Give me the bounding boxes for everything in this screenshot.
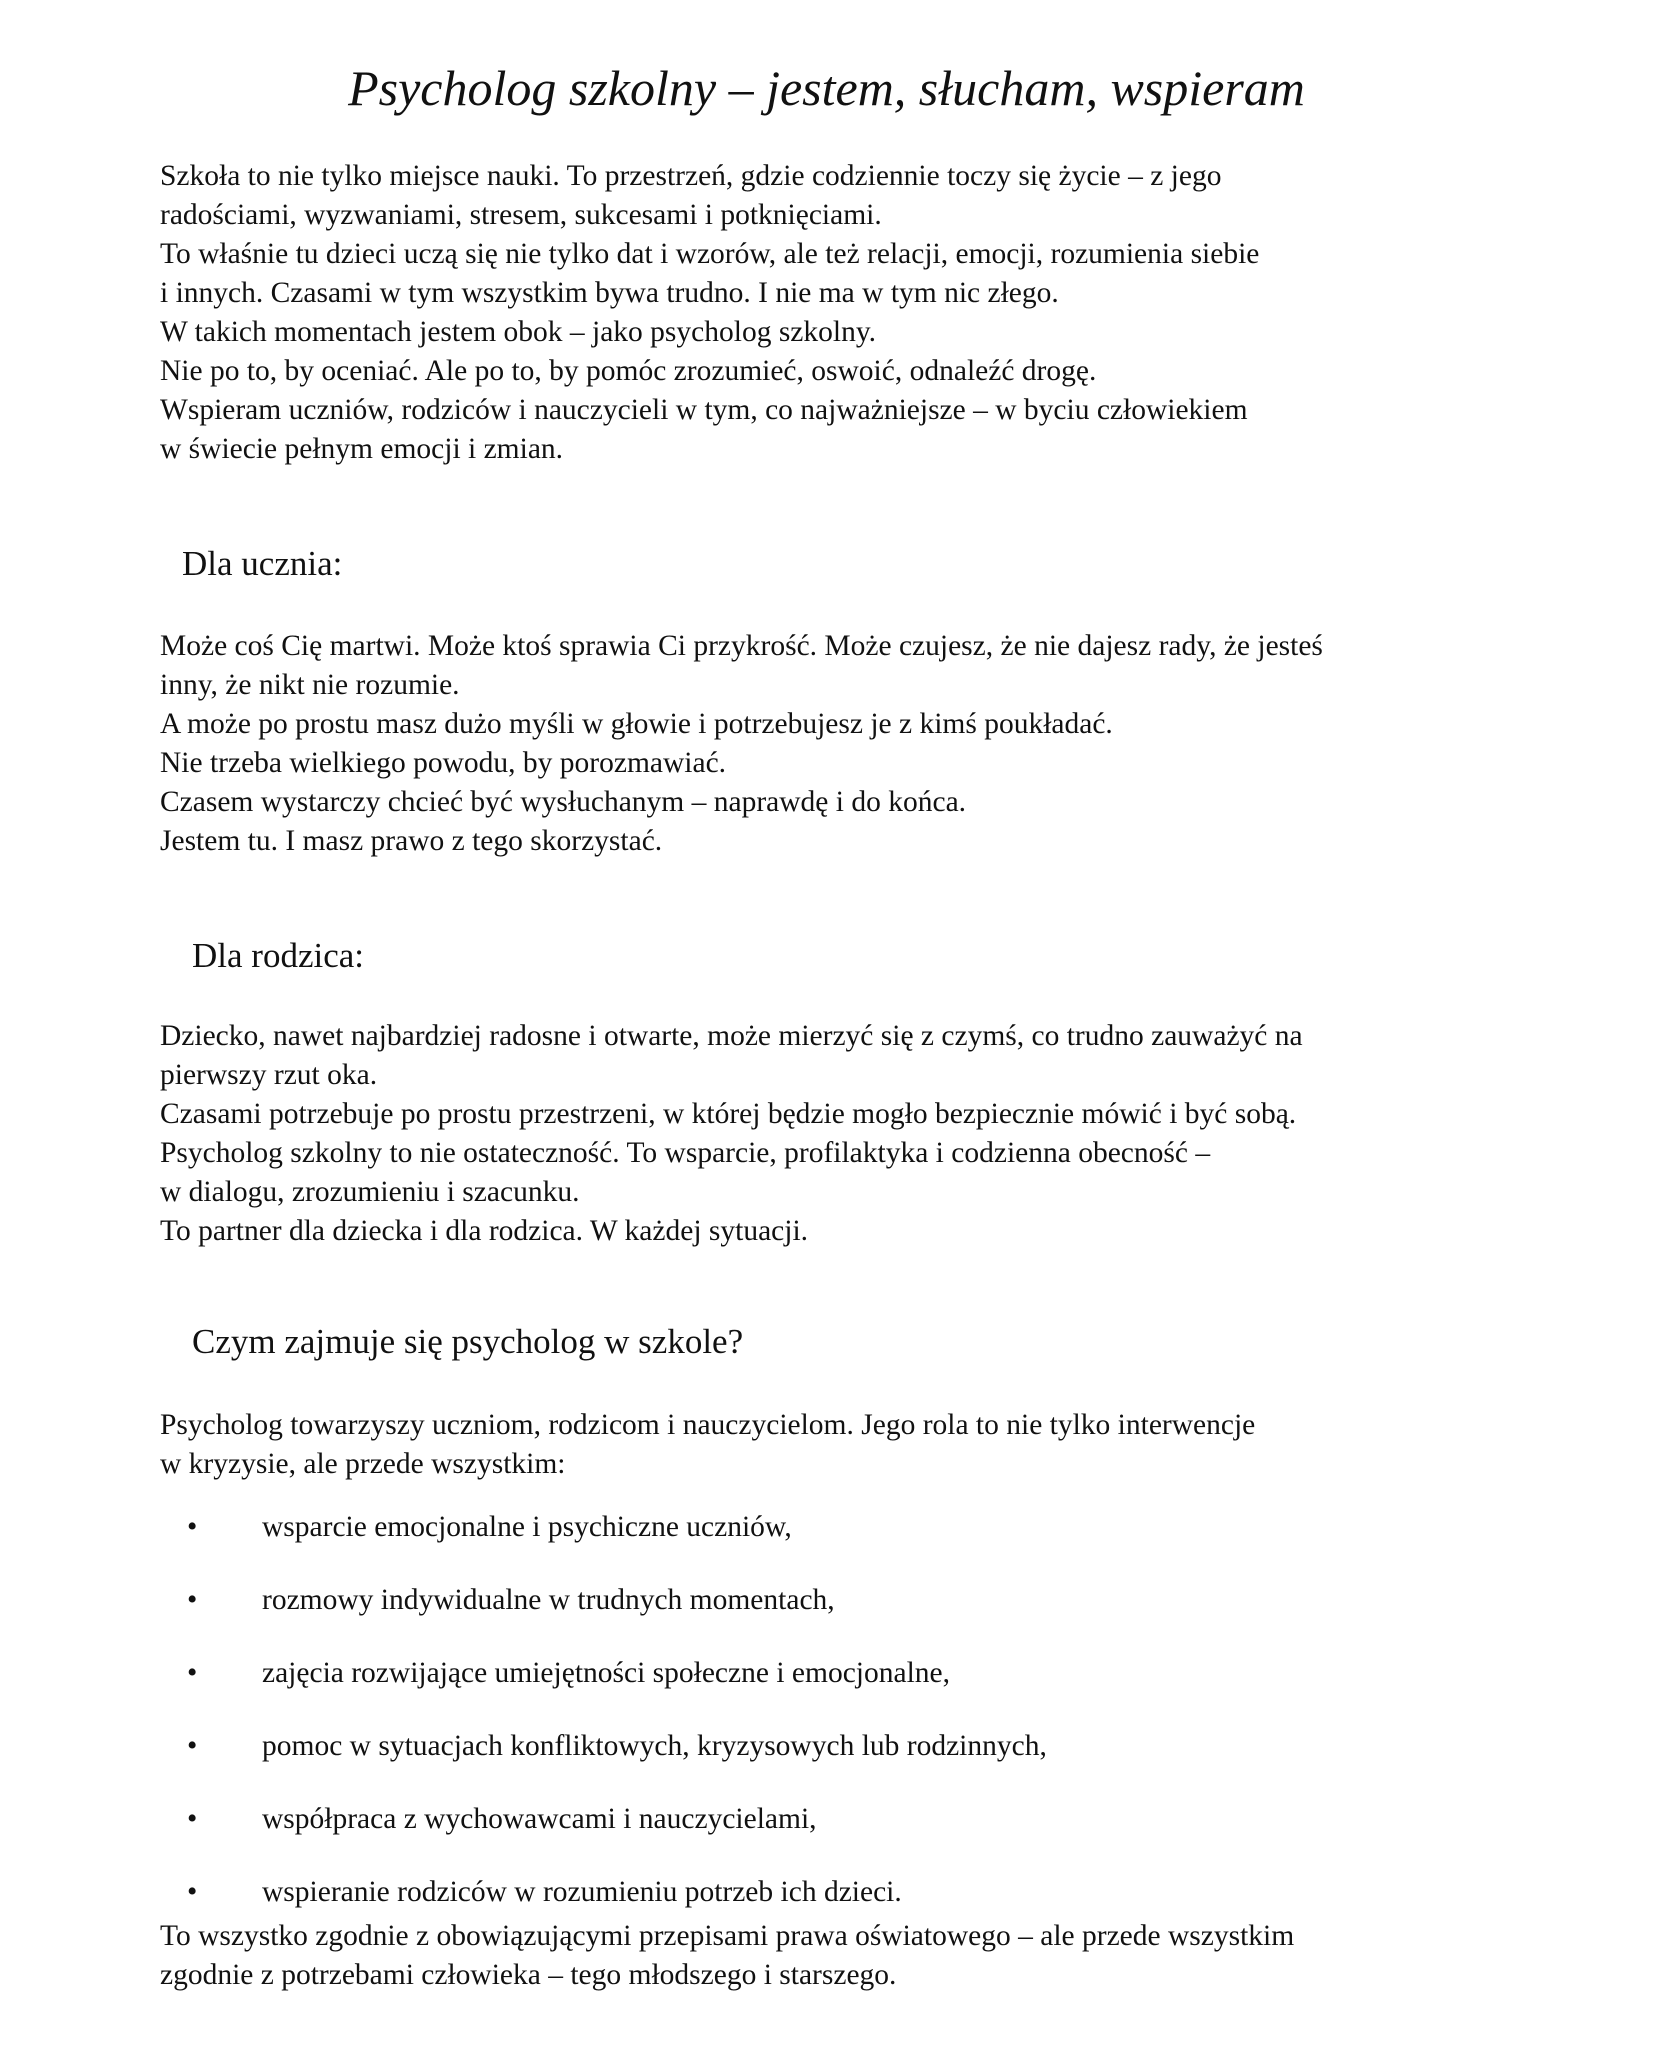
list-item	[160, 1508, 1460, 1581]
parent-heading: Dla rodzica:	[192, 936, 364, 975]
bullet-icon: •	[187, 1511, 198, 1543]
closing-paragraph	[160, 1917, 1520, 1995]
student-line: Nie trzeba wielkiego powodu, by porozmawiać.	[160, 747, 727, 779]
list-item	[160, 1800, 1460, 1873]
parent-line: Czasami potrzebuje po prostu przestrzeni, w której będzie mogło bezpiecznie mówić i być sobą.	[160, 1098, 1297, 1130]
list-item	[160, 1654, 1460, 1727]
student-line: Jestem tu. I masz prawo z tego skorzystać.	[160, 825, 663, 857]
student-paragraph	[160, 627, 1520, 861]
parent-line: Dziecko, nawet najbardziej radosne i otwarte, może mierzyć się z czymś, co trudno zauważyć na	[160, 1020, 1303, 1052]
parent-paragraph	[160, 1017, 1520, 1251]
parent-line: pierwszy rzut oka.	[160, 1059, 378, 1091]
role-intro-line: w kryzysie, ale przede wszystkim:	[160, 1448, 566, 1480]
list-item-text: wsparcie emocjonalne i psychiczne uczniów,	[262, 1511, 792, 1543]
bullet-icon: •	[187, 1803, 198, 1835]
list-item	[160, 1727, 1460, 1800]
page-title: Psycholog szkolny – jestem, słucham, wspieram	[348, 60, 1305, 116]
list-item-text: wspieranie rodziców w rozumieniu potrzeb ich dzieci.	[262, 1876, 902, 1908]
role-bullet-list	[160, 1508, 1460, 1946]
role-heading: Czym zajmuje się psycholog w szkole?	[192, 1322, 744, 1361]
list-item-text: współpraca z wychowawcami i nauczycielami,	[262, 1803, 817, 1835]
intro-line: w świecie pełnym emocji i zmian.	[160, 433, 564, 465]
intro-line: radościami, wyzwaniami, stresem, sukcesami i potknięciami.	[160, 199, 882, 231]
list-item-text: rozmowy indywidualne w trudnych momentach,	[262, 1584, 835, 1616]
intro-line: Nie po to, by oceniać. Ale po to, by pomóc zrozumieć, oswoić, odnaleźć drogę.	[160, 355, 1097, 387]
intro-line: To właśnie tu dzieci uczą się nie tylko dat i wzorów, ale też relacji, emocji, rozumienia siebie	[160, 238, 1260, 270]
role-intro-paragraph	[160, 1406, 1520, 1484]
intro-line: i innych. Czasami w tym wszystkim bywa trudno. I nie ma w tym nic złego.	[160, 277, 1059, 309]
closing-line: To wszystko zgodnie z obowiązującymi przepisami prawa oświatowego – ale przede wszystkim	[160, 1920, 1295, 1952]
intro-line: Wspieram uczniów, rodziców i nauczycieli w tym, co najważniejsze – w byciu człowiekiem	[160, 394, 1248, 426]
student-heading: Dla ucznia:	[182, 544, 343, 583]
bullet-icon: •	[187, 1730, 198, 1762]
bullet-icon: •	[187, 1657, 198, 1689]
parent-line: To partner dla dziecka i dla rodzica. W każdej sytuacji.	[160, 1215, 809, 1247]
list-item	[160, 1581, 1460, 1654]
list-item-text: pomoc w sytuacjach konfliktowych, kryzysowych lub rodzinnych,	[262, 1730, 1047, 1762]
student-line: inny, że nikt nie rozumie.	[160, 669, 460, 701]
role-intro-line: Psycholog towarzyszy uczniom, rodzicom i nauczycielom. Jego rola to nie tylko interwencje	[160, 1409, 1256, 1441]
bullet-icon: •	[187, 1584, 198, 1616]
intro-line: W takich momentach jestem obok – jako psycholog szkolny.	[160, 316, 877, 348]
student-line: A może po prostu masz dużo myśli w głowie i potrzebujesz je z kimś poukładać.	[160, 708, 1113, 740]
intro-paragraph	[160, 157, 1520, 469]
parent-line: w dialogu, zrozumieniu i szacunku.	[160, 1176, 580, 1208]
list-item-text: zajęcia rozwijające umiejętności społeczne i emocjonalne,	[262, 1657, 950, 1689]
parent-line: Psycholog szkolny to nie ostateczność. To wsparcie, profilaktyka i codzienna obecność –	[160, 1137, 1211, 1169]
student-line: Czasem wystarczy chcieć być wysłuchanym – naprawdę i do końca.	[160, 786, 967, 818]
bullet-icon: •	[187, 1876, 198, 1908]
intro-line: Szkoła to nie tylko miejsce nauki. To przestrzeń, gdzie codziennie toczy się życie – z jego	[160, 160, 1222, 192]
student-line: Może coś Cię martwi. Może ktoś sprawia Ci przykrość. Może czujesz, że nie dajesz rady, że jesteś	[160, 630, 1323, 662]
closing-line: zgodnie z potrzebami człowieka – tego młodszego i starszego.	[160, 1959, 897, 1991]
